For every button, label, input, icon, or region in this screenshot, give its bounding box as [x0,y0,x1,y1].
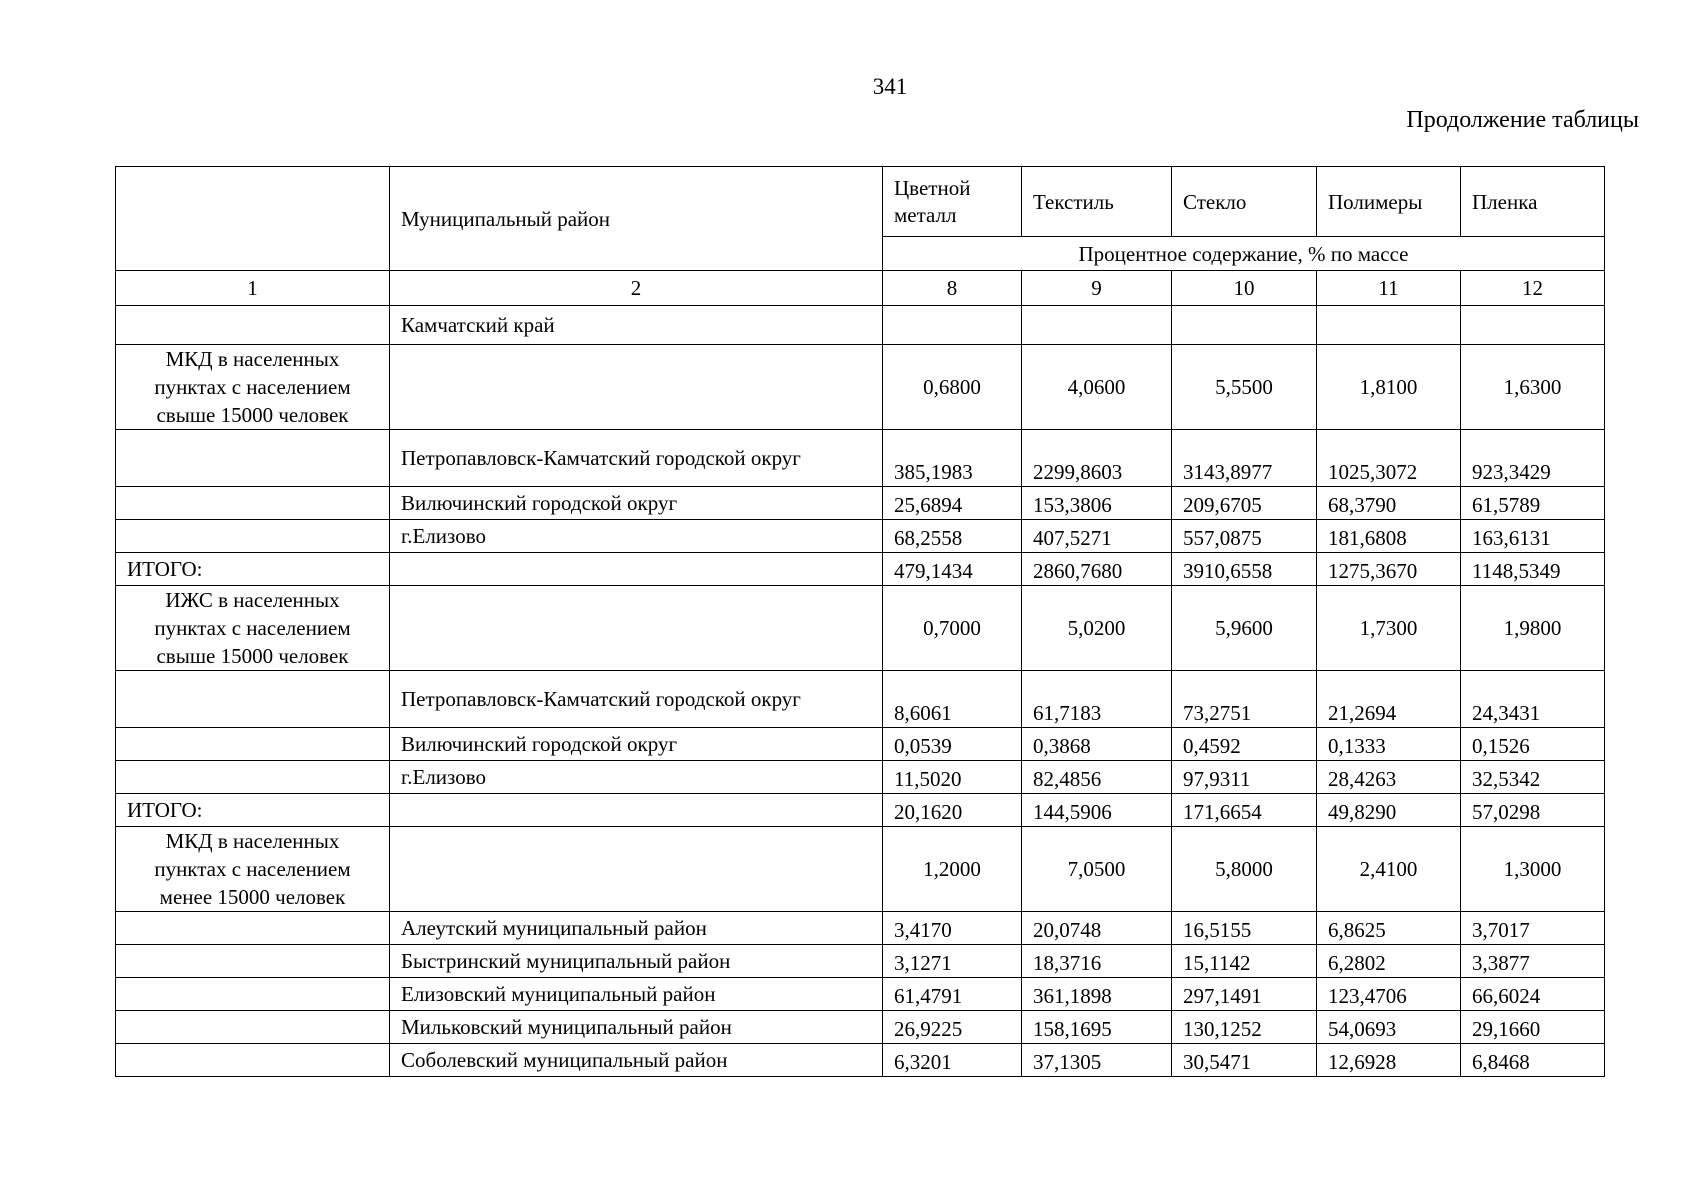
section-empty-cell [390,586,883,671]
district-empty-cell [116,728,390,761]
district-name: Соболевский муниципальный район [390,1044,883,1077]
percent-value: 4,0600 [1022,345,1172,430]
section-label: ИЖС в населенных пунктах с населением свыше 15000 человек [116,586,390,671]
header-row [116,167,1605,237]
percent-value: 1,3000 [1461,827,1605,912]
mass-value: 15,1142 [1172,945,1317,978]
total-value: 479,1434 [883,553,1022,586]
mass-value: 54,0693 [1317,1011,1461,1044]
district-empty-cell [116,978,390,1011]
header-col-polymers: Полимеры [1317,167,1461,237]
mass-value: 24,3431 [1461,671,1605,728]
percent-value: 0,6800 [883,345,1022,430]
percent-value: 1,8100 [1317,345,1461,430]
column-number: 9 [1022,271,1172,306]
total-value: 3910,6558 [1172,553,1317,586]
district-row [116,945,1605,978]
header-empty-cell [116,167,390,271]
mass-value: 26,9225 [883,1011,1022,1044]
mass-value: 16,5155 [1172,912,1317,945]
region-empty-cell [1317,306,1461,345]
district-name: Петропавловск-Камчатский городской округ [390,671,883,728]
section-empty-cell [390,827,883,912]
district-name: Алеутский муниципальный район [390,912,883,945]
mass-value: 123,4706 [1317,978,1461,1011]
mass-value: 297,1491 [1172,978,1317,1011]
mass-value: 0,4592 [1172,728,1317,761]
mass-value: 0,1526 [1461,728,1605,761]
mass-value: 153,3806 [1022,487,1172,520]
column-number: 11 [1317,271,1461,306]
mass-value: 32,5342 [1461,761,1605,794]
mass-value: 68,2558 [883,520,1022,553]
district-row [116,978,1605,1011]
district-row [116,430,1605,487]
mass-value: 923,3429 [1461,430,1605,487]
section-row [116,827,1605,912]
page-number: 341 [872,74,908,99]
total-empty-cell [390,553,883,586]
mass-value: 8,6061 [883,671,1022,728]
percent-value: 5,5500 [1172,345,1317,430]
mass-value: 11,5020 [883,761,1022,794]
district-empty-cell [116,945,390,978]
district-empty-cell [116,1044,390,1077]
total-value: 2860,7680 [1022,553,1172,586]
district-row [116,520,1605,553]
mass-value: 18,3716 [1022,945,1172,978]
total-row [116,794,1605,827]
mass-value: 28,4263 [1317,761,1461,794]
district-name: г.Елизово [390,520,883,553]
mass-value: 407,5271 [1022,520,1172,553]
mass-value: 0,1333 [1317,728,1461,761]
district-row [116,1011,1605,1044]
header-col-glass: Стекло [1172,167,1317,237]
district-name: Мильковский муниципальный район [390,1011,883,1044]
total-label: ИТОГО: [116,794,390,827]
mass-value: 0,0539 [883,728,1022,761]
total-value: 171,6654 [1172,794,1317,827]
total-label: ИТОГО: [116,553,390,586]
section-row [116,345,1605,430]
mass-value: 68,3790 [1317,487,1461,520]
mass-value: 73,2751 [1172,671,1317,728]
percent-value: 7,0500 [1022,827,1172,912]
district-row [116,728,1605,761]
district-row [116,912,1605,945]
total-value: 20,1620 [883,794,1022,827]
region-empty-cell [1461,306,1605,345]
district-empty-cell [116,671,390,728]
region-empty-cell [116,306,390,345]
percent-value: 2,4100 [1317,827,1461,912]
mass-value: 21,2694 [1317,671,1461,728]
column-number: 1 [116,271,390,306]
district-name: Быстринский муниципальный район [390,945,883,978]
percent-value: 5,9600 [1172,586,1317,671]
percent-value: 5,0200 [1022,586,1172,671]
column-number: 8 [883,271,1022,306]
total-value: 49,8290 [1317,794,1461,827]
region-name: Камчатский край [390,306,883,345]
mass-value: 6,3201 [883,1044,1022,1077]
mass-value: 361,1898 [1022,978,1172,1011]
section-empty-cell [390,345,883,430]
district-empty-cell [116,520,390,553]
mass-value: 25,6894 [883,487,1022,520]
mass-value: 6,2802 [1317,945,1461,978]
region-empty-cell [1022,306,1172,345]
column-number: 10 [1172,271,1317,306]
mass-value: 3143,8977 [1172,430,1317,487]
percent-value: 1,6300 [1461,345,1605,430]
region-empty-cell [1172,306,1317,345]
section-row [116,586,1605,671]
header-district: Муниципальный район [390,167,883,271]
header-unit: Процентное содержание, % по массе [883,237,1605,271]
district-name: Вилючинский городской округ [390,487,883,520]
mass-value: 6,8625 [1317,912,1461,945]
percent-value: 5,8000 [1172,827,1317,912]
district-row [116,761,1605,794]
mass-value: 209,6705 [1172,487,1317,520]
mass-value: 61,5789 [1461,487,1605,520]
district-row [116,671,1605,728]
mass-value: 557,0875 [1172,520,1317,553]
mass-value: 3,7017 [1461,912,1605,945]
continuation-caption: Продолжение таблицы [1406,107,1639,133]
district-empty-cell [116,912,390,945]
district-empty-cell [116,487,390,520]
column-number: 12 [1461,271,1605,306]
waste-composition-table [115,166,1605,1077]
mass-value: 163,6131 [1461,520,1605,553]
district-row [116,1044,1605,1077]
percent-value: 1,2000 [883,827,1022,912]
mass-value: 6,8468 [1461,1044,1605,1077]
mass-value: 3,1271 [883,945,1022,978]
mass-value: 82,4856 [1022,761,1172,794]
total-value: 144,5906 [1022,794,1172,827]
total-value: 57,0298 [1461,794,1605,827]
mass-value: 130,1252 [1172,1011,1317,1044]
mass-value: 29,1660 [1461,1011,1605,1044]
percent-value: 1,9800 [1461,586,1605,671]
header-col-nonferrous: Цветной металл [883,167,1022,237]
mass-value: 20,0748 [1022,912,1172,945]
mass-value: 385,1983 [883,430,1022,487]
mass-value: 181,6808 [1317,520,1461,553]
column-number: 2 [390,271,883,306]
region-row [116,306,1605,345]
district-name: г.Елизово [390,761,883,794]
percent-value: 0,7000 [883,586,1022,671]
total-value: 1275,3670 [1317,553,1461,586]
total-value: 1148,5349 [1461,553,1605,586]
percent-value: 1,7300 [1317,586,1461,671]
header-col-textile: Текстиль [1022,167,1172,237]
mass-value: 1025,3072 [1317,430,1461,487]
mass-value: 2299,8603 [1022,430,1172,487]
district-empty-cell [116,761,390,794]
total-row [116,553,1605,586]
district-name: Елизовский муниципальный район [390,978,883,1011]
mass-value: 97,9311 [1172,761,1317,794]
mass-value: 61,7183 [1022,671,1172,728]
total-empty-cell [390,794,883,827]
column-number-row [116,271,1605,306]
mass-value: 3,3877 [1461,945,1605,978]
district-name: Вилючинский городской округ [390,728,883,761]
mass-value: 12,6928 [1317,1044,1461,1077]
mass-value: 61,4791 [883,978,1022,1011]
district-empty-cell [116,430,390,487]
mass-value: 37,1305 [1022,1044,1172,1077]
district-name: Петропавловск-Камчатский городской округ [390,430,883,487]
district-row [116,487,1605,520]
mass-value: 66,6024 [1461,978,1605,1011]
section-label: МКД в населенных пунктах с населением менее 15000 человек [116,827,390,912]
mass-value: 3,4170 [883,912,1022,945]
section-label: МКД в населенных пунктах с населением свыше 15000 человек [116,345,390,430]
header-col-film: Пленка [1461,167,1605,237]
mass-value: 158,1695 [1022,1011,1172,1044]
region-empty-cell [883,306,1022,345]
mass-value: 0,3868 [1022,728,1172,761]
district-empty-cell [116,1011,390,1044]
mass-value: 30,5471 [1172,1044,1317,1077]
